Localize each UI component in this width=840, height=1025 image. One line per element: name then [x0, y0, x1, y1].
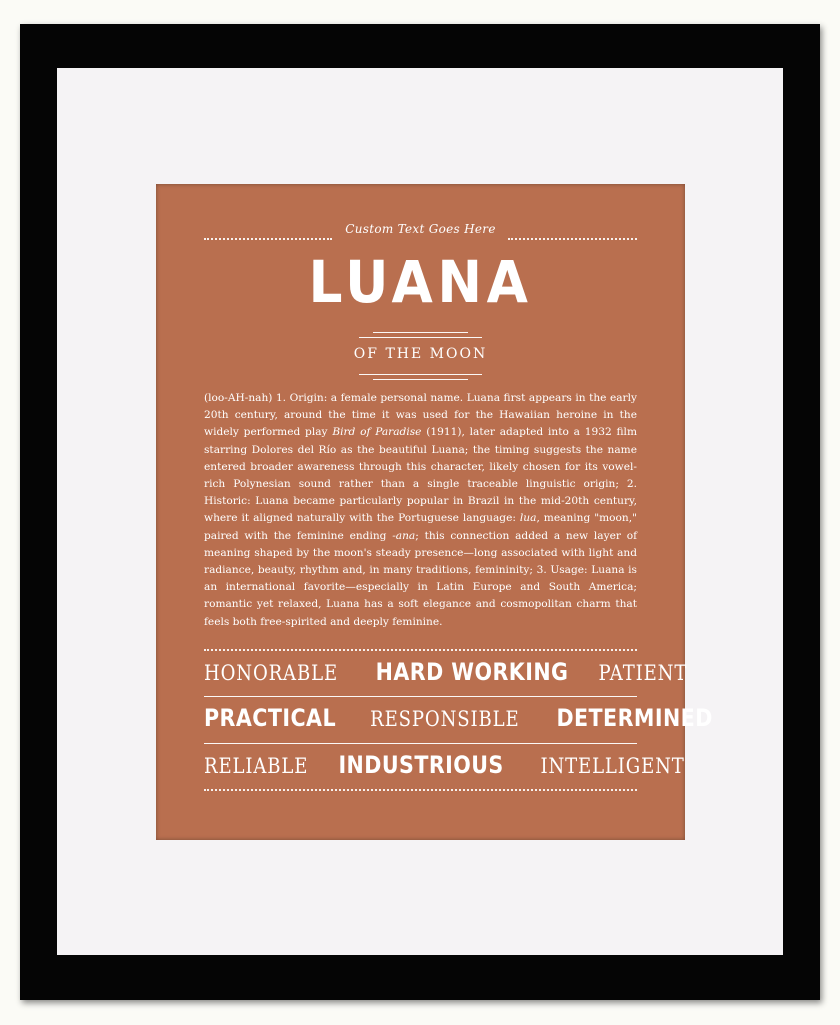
word-ana: -ana [392, 529, 416, 542]
trait-word: PATIENT [598, 661, 688, 685]
trait-divider-1 [204, 696, 637, 697]
name-underline-upper [373, 332, 468, 333]
trait-row-2 [204, 704, 713, 732]
definition-text-4: ; this connection added a new layer of meaning shaped by the moon's steady presence—long associated with light and radiance, beauty, rhythm and, in many traditions, femininity; 3. Usage: Luana is an international favorite—especially in Latin Europe and South America; romantic yet relaxed, Luana has a soft elegance and cosmopolitan charm that feels both free-spirited and deeply feminine. [204, 529, 637, 628]
trait-word: RELIABLE [204, 754, 309, 778]
name-definition [204, 390, 637, 631]
trait-word: INTELLIGENT [540, 754, 686, 778]
trait-word: PRACTICAL [204, 704, 337, 732]
name-underline-lower [359, 337, 482, 338]
definition-text-2: (1911), later adapted into a 1932 film starring Dolores del Río as the beautiful Luana; the timing suggests the name entered broader awareness through this character, likely chosen for its vowel-rich Polynesian sound rather than a single traceable linguistic origin; 2. Historic: Luana became particularly popular in Brazil in the mid-20th century, where it aligned naturally with the Portuguese language: [204, 426, 637, 525]
definition-text-1: (loo-AH-nah) 1. Origin: a female personal name. Luana first appears in the early 20th century, around the time it was used for the Hawaiian heroine in the widely performed play [204, 392, 637, 439]
trait-word: HONORABLE [204, 661, 338, 685]
traits-top-dotted-rule [204, 645, 637, 651]
definition-text-3: , meaning "moon," paired with the feminine ending [204, 512, 637, 542]
word-lua: lua [519, 512, 537, 525]
trait-divider-2 [204, 743, 637, 744]
play-title: Bird of Paradise [332, 426, 422, 439]
name-print [156, 184, 713, 840]
trait-row-1 [204, 658, 688, 686]
traits-bottom-dotted-rule [204, 785, 637, 791]
custom-text: Custom Text Goes Here [345, 222, 496, 236]
trait-word: RESPONSIBLE [369, 707, 520, 731]
trait-row-3 [204, 751, 686, 779]
name-meaning: OF THE MOON [353, 346, 488, 362]
meaning-underline-lower [373, 379, 468, 380]
trait-word: DETERMINED [556, 704, 713, 732]
trait-word: HARD WORKING [375, 658, 569, 686]
meaning-underline-upper [359, 374, 482, 375]
trait-word: INDUSTRIOUS [338, 751, 504, 779]
name-title: LUANA [308, 248, 533, 316]
